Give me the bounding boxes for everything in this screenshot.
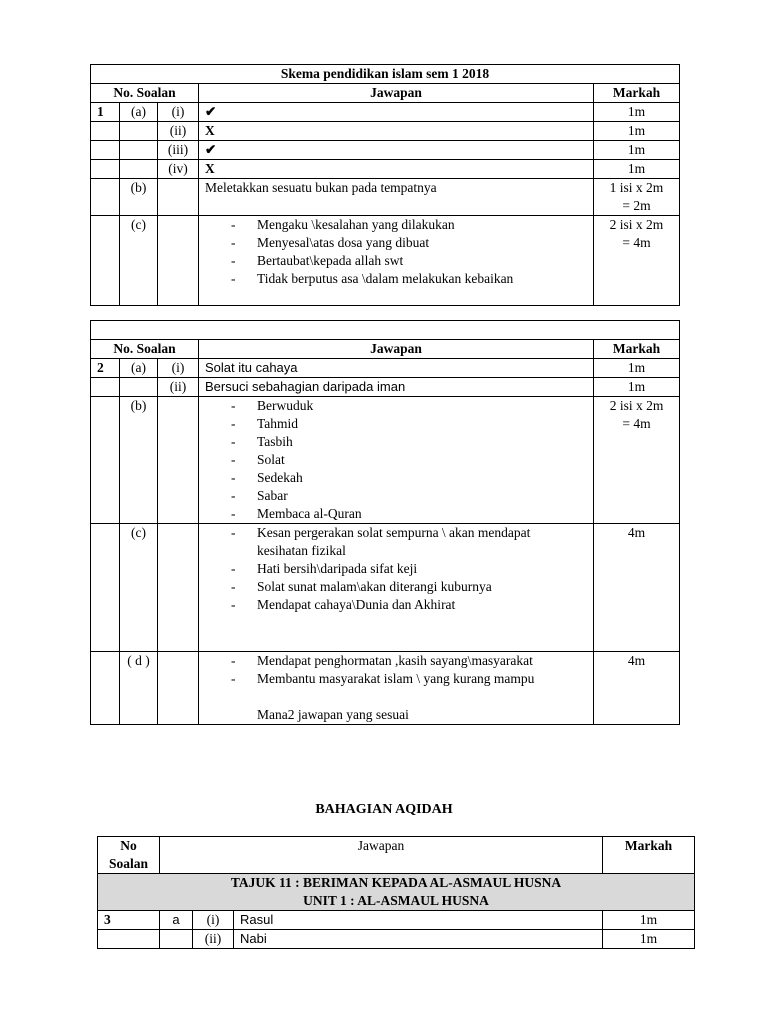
empty-cell: [91, 524, 120, 652]
mark-cell: 1m: [594, 378, 680, 397]
empty-cell: [120, 141, 158, 160]
answer-list: [205, 524, 587, 614]
header-no-soalan: No. Soalan: [91, 340, 199, 359]
answer-cell: ✔: [199, 141, 594, 160]
mark-cell: [594, 216, 680, 306]
part-label: (c): [120, 524, 158, 652]
mark-line: 2 isi x 2m: [609, 398, 664, 413]
part-label: (b): [120, 179, 158, 216]
list-item: - Solat sunat malam\akan diterangi kuburnya: [229, 578, 587, 596]
list-item: - Tidak berputus asa \dalam melakukan kebaikan: [229, 270, 587, 288]
part-label: a: [160, 911, 193, 930]
section-heading: BAHAGIAN AQIDAH: [315, 802, 453, 817]
list-item: - Sedekah: [229, 469, 587, 487]
tajuk-title: TAJUK 11 : BERIMAN KEPADA AL-ASMAUL HUSNA: [230, 875, 562, 890]
empty-cell: [91, 652, 120, 725]
answer-cell: Bersuci sebahagian daripada iman: [199, 378, 594, 397]
subpart-label: (ii): [158, 122, 199, 141]
empty-cell: [91, 160, 120, 179]
list-item: - Membaca al-Quran: [229, 505, 587, 523]
subpart-label: (i): [193, 911, 234, 930]
answer-cell: [199, 216, 594, 306]
empty-cell: [158, 524, 199, 652]
answer-table-1: [90, 64, 680, 306]
list-item: - Tasbih: [229, 433, 587, 451]
answer-cell: X: [199, 122, 594, 141]
answer-cell: ✔: [199, 103, 594, 122]
list-item: - Membantu masyarakat islam \ yang kurang mampu: [229, 670, 587, 688]
question-number: 3: [98, 911, 160, 930]
part-label: (b): [120, 397, 158, 524]
empty-cell: [158, 216, 199, 306]
mark-cell: 1m: [603, 930, 695, 949]
tajuk-banner: [98, 874, 695, 911]
subpart-label: (iii): [158, 141, 199, 160]
empty-cell: [91, 378, 120, 397]
answer-cell: X: [199, 160, 594, 179]
answer-cell: [199, 524, 594, 652]
answer-table-3: [97, 836, 695, 949]
empty-cell: [91, 397, 120, 524]
list-item: - Mendapat cahaya\Dunia dan Akhirat: [229, 596, 587, 614]
header-jawapan: Jawapan: [199, 84, 594, 103]
subpart-label: (iv): [158, 160, 199, 179]
mark-cell: [594, 397, 680, 524]
answer-cell: Nabi: [234, 930, 603, 949]
list-item: - Tahmid: [229, 415, 587, 433]
mark-line: = 4m: [622, 416, 651, 431]
subpart-label: (ii): [193, 930, 234, 949]
subpart-label: (ii): [158, 378, 199, 397]
empty-cell: [91, 122, 120, 141]
part-label: (a): [120, 103, 158, 122]
mark-line: 2 isi x 2m: [609, 217, 664, 232]
question-number: 1: [91, 103, 120, 122]
mark-line: = 4m: [622, 235, 651, 250]
part-label: (c): [120, 216, 158, 306]
list-item: [229, 524, 587, 560]
header-markah: Markah: [594, 340, 680, 359]
table-title: Skema pendidikan islam sem 1 2018: [91, 65, 680, 84]
header-no-soalan: No. Soalan: [91, 84, 199, 103]
answer-table-2: [90, 320, 680, 725]
empty-cell: [158, 179, 199, 216]
subpart-label: (i): [158, 359, 199, 378]
mark-line: = 2m: [622, 198, 651, 213]
header-markah: Markah: [603, 837, 695, 874]
part-label: (a): [120, 359, 158, 378]
empty-cell: [120, 160, 158, 179]
mark-line: 1 isi x 2m: [609, 180, 664, 195]
mark-cell: [594, 179, 680, 216]
header-jawapan: Jawapan: [199, 340, 594, 359]
header-markah: Markah: [594, 84, 680, 103]
empty-cell: [160, 930, 193, 949]
list-item-line: kesihatan fizikal: [257, 543, 346, 558]
list-item: - Hati bersih\daripada sifat keji: [229, 560, 587, 578]
answer-list: [205, 216, 587, 288]
question-number: 2: [91, 359, 120, 378]
subpart-label: (i): [158, 103, 199, 122]
empty-cell: [120, 122, 158, 141]
empty-cell: [91, 141, 120, 160]
mark-cell: 1m: [594, 103, 680, 122]
header-jawapan: Jawapan: [160, 837, 603, 874]
unit-title: UNIT 1 : AL-ASMAUL HUSNA: [303, 893, 489, 908]
list-item: - Berwuduk: [229, 397, 587, 415]
mark-cell: 1m: [603, 911, 695, 930]
header-no-soalan: No Soalan: [98, 837, 160, 874]
mark-cell: 1m: [594, 160, 680, 179]
list-item: - Sabar: [229, 487, 587, 505]
empty-cell: [158, 397, 199, 524]
mark-cell: 4m: [594, 524, 680, 652]
list-item-line: Kesan pergerakan solat sempurna \ akan mendapat: [257, 525, 531, 540]
list-item: - Mendapat penghormatan ,kasih sayang\masyarakat: [229, 652, 587, 670]
answer-list: [205, 652, 587, 688]
empty-cell: [91, 216, 120, 306]
mark-cell: 1m: [594, 141, 680, 160]
answer-cell: [199, 397, 594, 524]
answer-cell: Meletakkan sesuatu bukan pada tempatnya: [199, 179, 594, 216]
empty-cell: [120, 378, 158, 397]
list-item: - Bertaubat\kepada allah swt: [229, 252, 587, 270]
part-label: ( d ): [120, 652, 158, 725]
list-item: - Solat: [229, 451, 587, 469]
mark-cell: 4m: [594, 652, 680, 725]
answer-list: [205, 397, 587, 523]
empty-cell: [98, 930, 160, 949]
answer-cell: [199, 652, 594, 725]
answer-cell: Rasul: [234, 911, 603, 930]
empty-cell: [91, 179, 120, 216]
mark-cell: 1m: [594, 359, 680, 378]
empty-cell: [158, 652, 199, 725]
list-item: - Menyesal\atas dosa yang dibuat: [229, 234, 587, 252]
answer-note: Mana2 jawapan yang sesuai: [257, 707, 409, 722]
answer-cell: Solat itu cahaya: [199, 359, 594, 378]
empty-title-row: [91, 321, 680, 340]
mark-cell: 1m: [594, 122, 680, 141]
list-item: - Mengaku \kesalahan yang dilakukan: [229, 216, 587, 234]
